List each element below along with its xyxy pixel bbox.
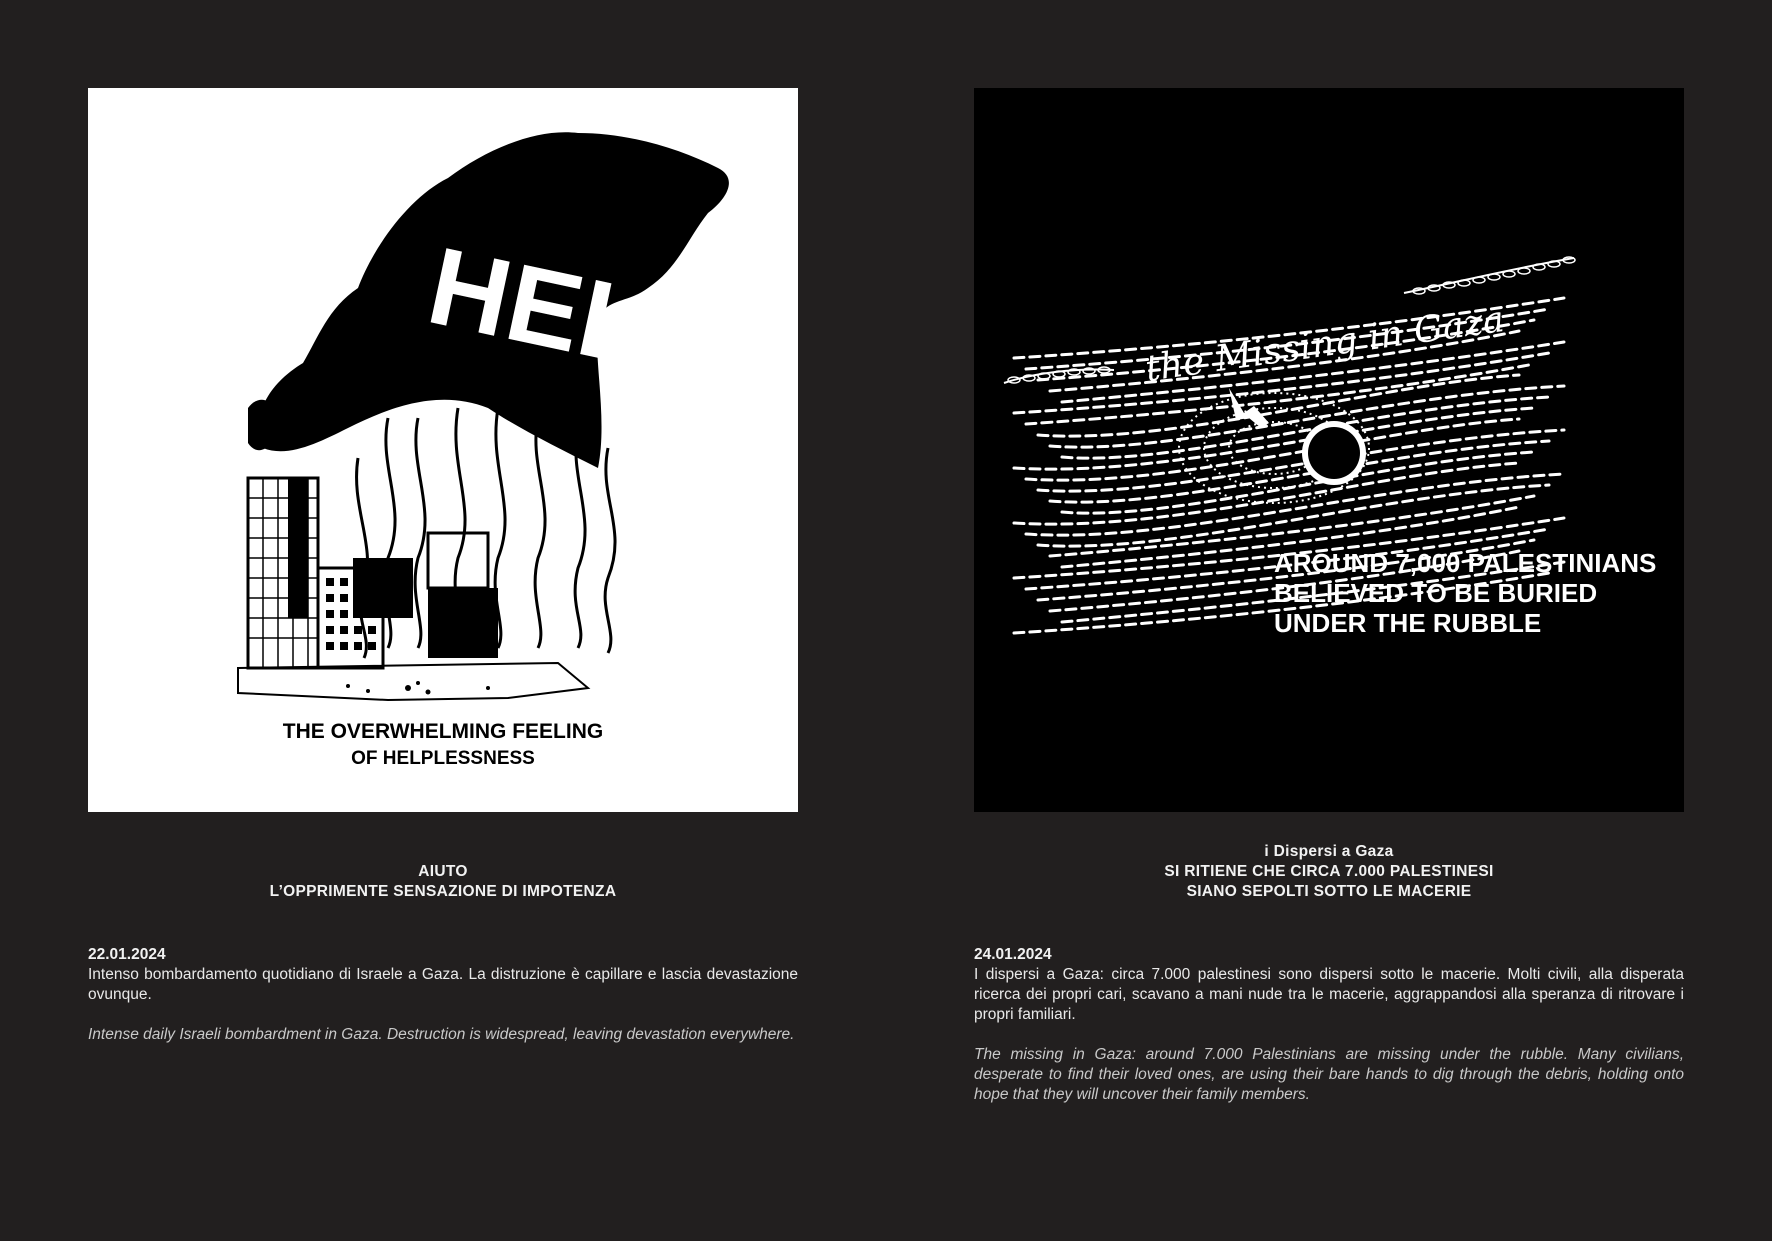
help-text-english: Intense daily Israeli bombardment in Gaza. Destruction is widespread, leaving devastation everywhere.: [88, 1026, 795, 1043]
rubble-dash-line: [1038, 485, 1549, 546]
help-subtitle: L’OPPRIMENTE SENSAZIONE DI IMPOTENZA: [269, 883, 617, 900]
rubble-dash-line: [1014, 408, 1534, 469]
artwork-panel-help: [88, 88, 798, 1043]
help-word: HELP: [418, 223, 732, 406]
missing-description: [974, 945, 1684, 1105]
help-text-italian: Intenso bombardamento quotidiano di Israele a Gaza. La distruzione è capillare e lascia devastazione ovunque.: [88, 966, 798, 1003]
rubble-dash-line: [1050, 496, 1534, 556]
help-date: 22.01.2024: [88, 946, 166, 963]
missing-title: i Dispersi a Gaza: [1264, 843, 1394, 860]
missing-text-italian: I dispersi a Gaza: circa 7.000 palestinesi sono dispersi sotto le macerie. Molti civili, alla disperata ricerca dei propri cari, scavano a mani nude tra le macerie, aggrappandosi alla speranza di ritrovare i propri familiari.: [974, 966, 1684, 1023]
missing-illustration: [974, 88, 1684, 812]
missing-drawing: [974, 88, 1684, 812]
help-caption-line-1: THE OVERWHELMING FEELING: [282, 720, 604, 743]
missing-title-caption: [974, 842, 1684, 902]
help-title: AIUTO: [418, 863, 468, 880]
missing-text-english: The missing in Gaza: around 7.000 Palestinians are missing under the rubble. Many civilians, desperate to find their loved ones, are using their bare hands to dig through the debris, holding onto hope that they will uncover their family members.: [974, 1046, 1684, 1103]
missing-subtitle-1: SI RITIENE CHE CIRCA 7.000 PALESTINESI: [1164, 863, 1494, 880]
missing-line-2: BELIEVED TO BE BURIED: [1274, 578, 1598, 608]
missing-script-title: the Missing in Gaza: [1142, 298, 1507, 390]
missing-date: 24.01.2024: [974, 946, 1052, 963]
help-caption-line-2: OF HELPLESSNESS: [351, 748, 535, 769]
missing-line-1: AROUND 7,000 PALESTINIANS: [1274, 548, 1657, 578]
rubble-dash-line: [1038, 430, 1564, 491]
help-description: [88, 945, 798, 1045]
artwork-panel-missing: [974, 88, 1684, 1103]
help-illustration: [88, 88, 798, 812]
missing-line-3: UNDER THE RUBBLE: [1274, 608, 1542, 638]
missing-subtitle-2: SIANO SEPOLTI SOTTO LE MACERIE: [1186, 883, 1472, 900]
help-drawing: [88, 88, 798, 812]
help-title-caption: [88, 862, 798, 902]
